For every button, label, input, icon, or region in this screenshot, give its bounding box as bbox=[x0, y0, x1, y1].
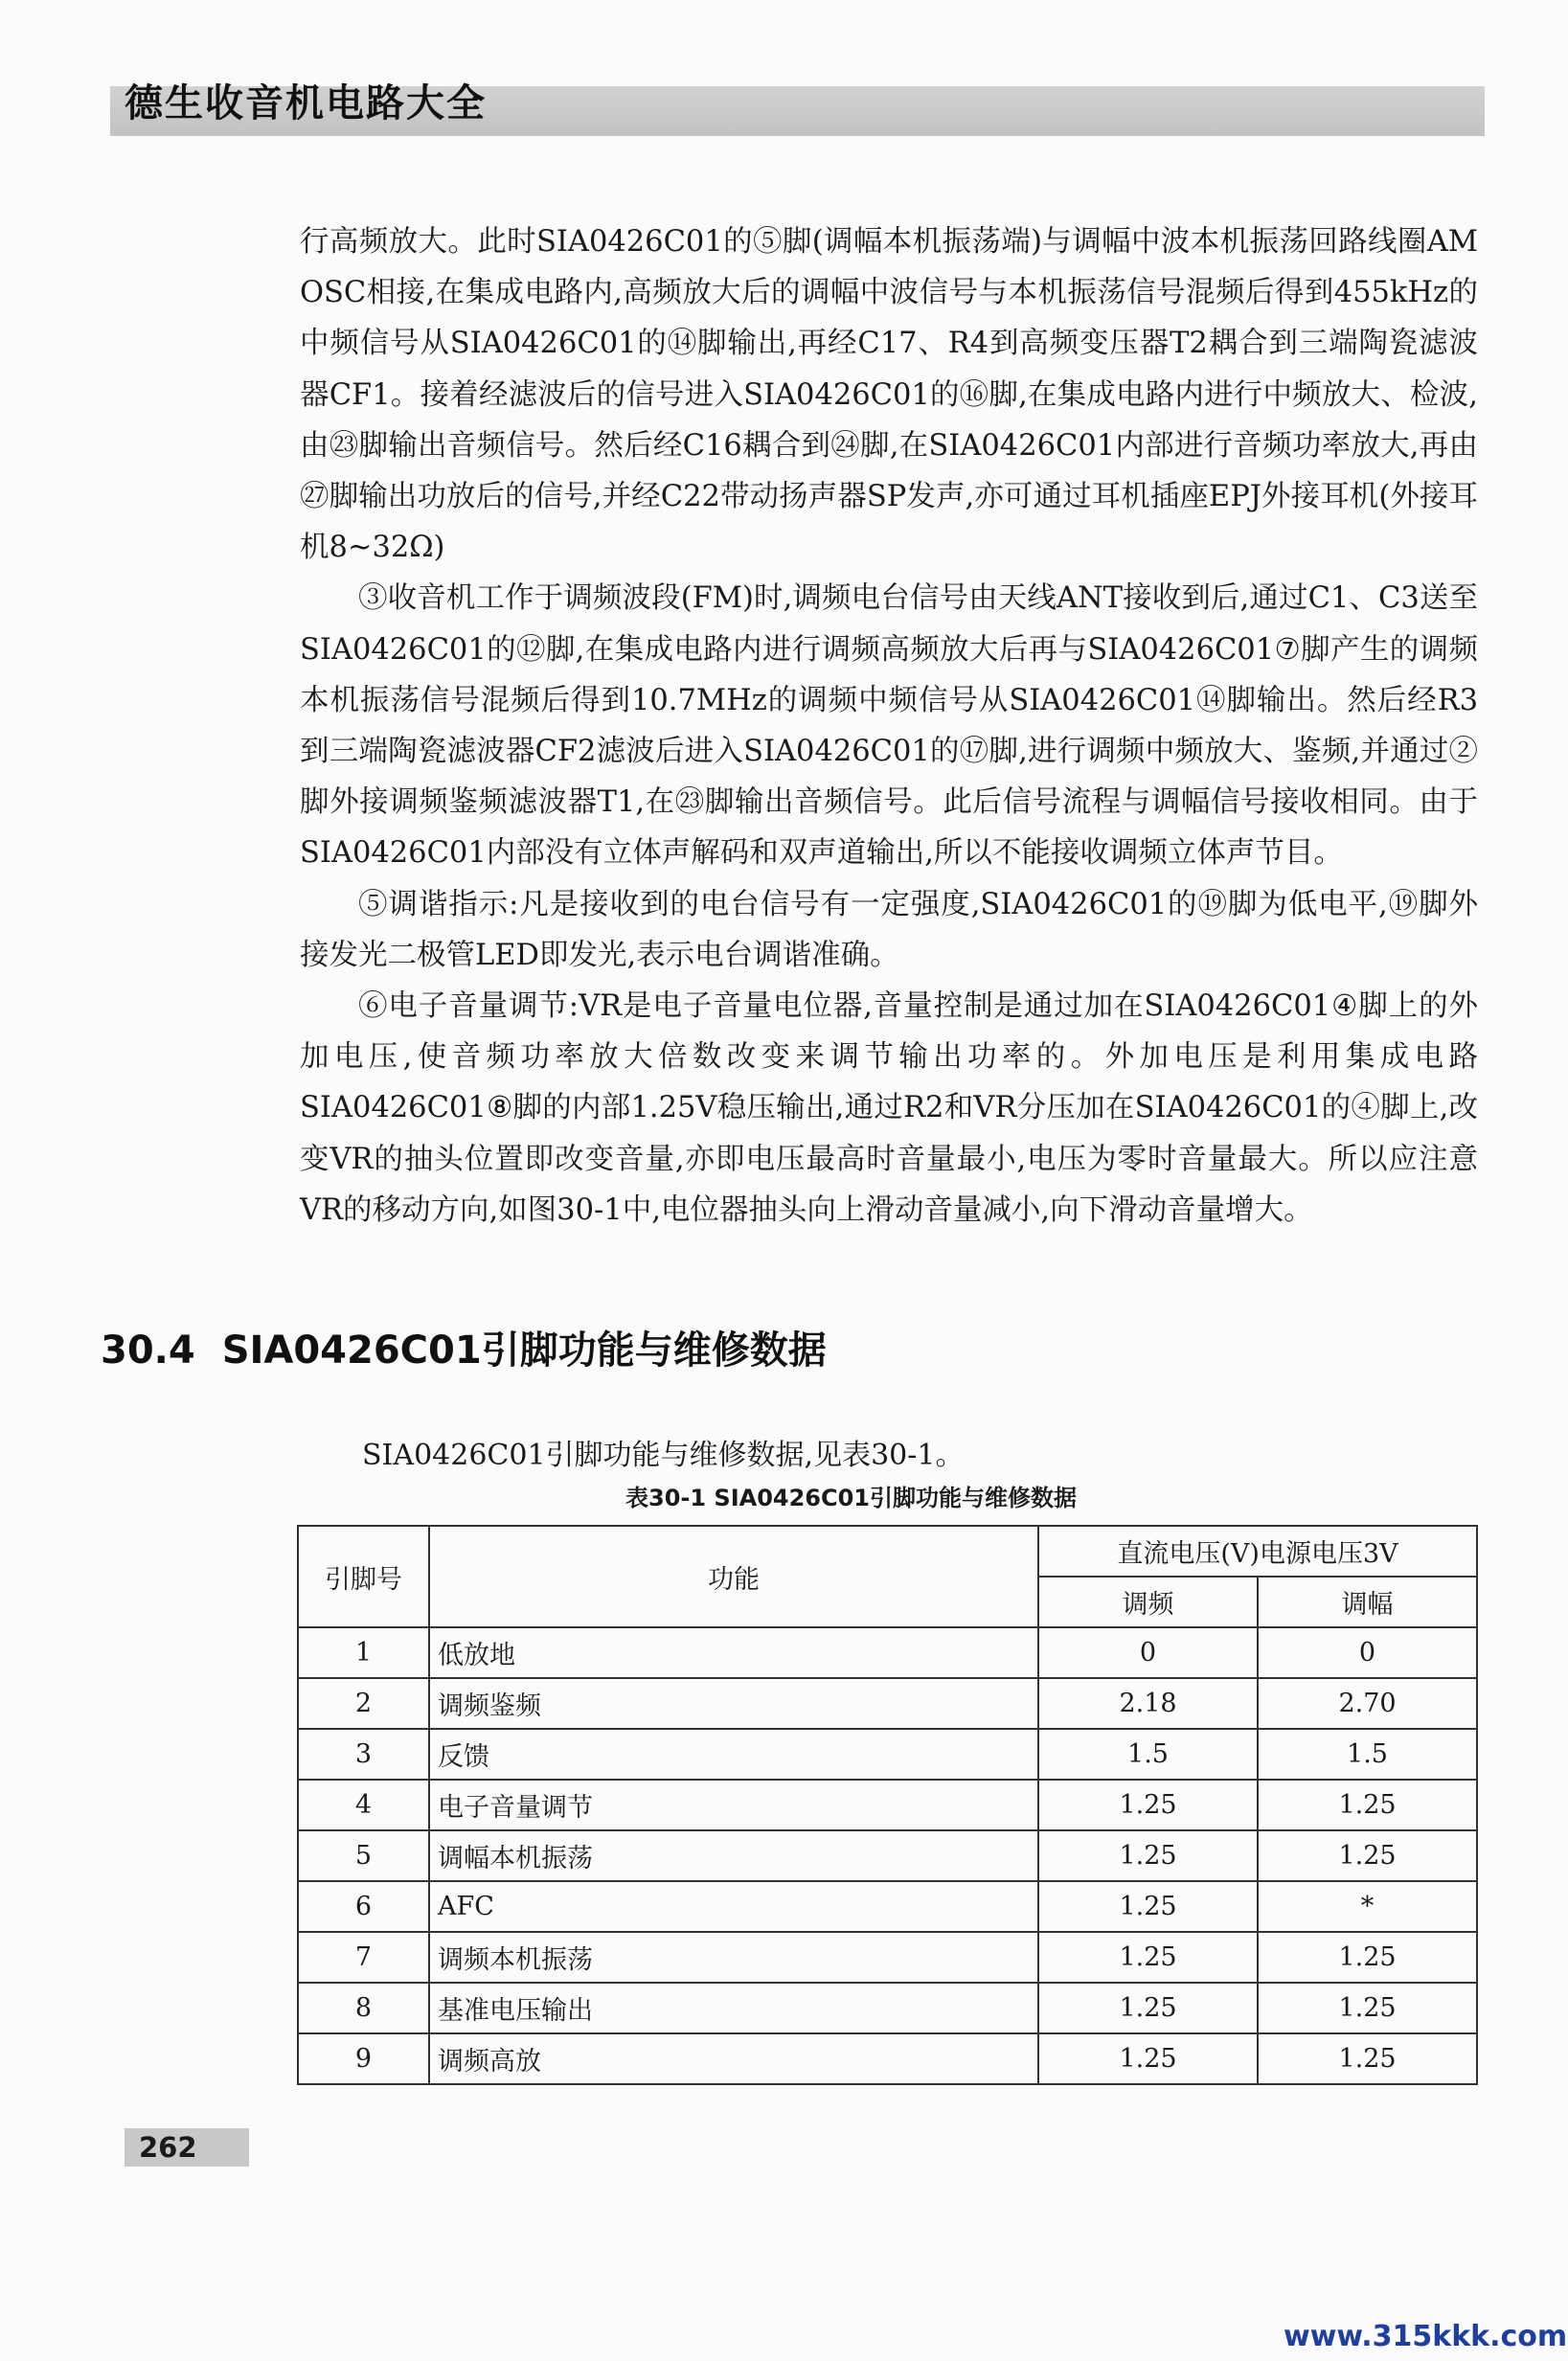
paragraph-tuning-indicator: ⑤调谐指示:凡是接收到的电台信号有一定强度,SIA0426C01的⑲脚为低电平,⑲脚外接发光二极管LED即发光,表示电台调谐准确。 bbox=[300, 887, 1478, 972]
cell-fm-voltage: 0 bbox=[1038, 1627, 1258, 1678]
cell-function: 调频高放 bbox=[429, 2033, 1038, 2084]
cell-function: 调频鉴频 bbox=[429, 1678, 1038, 1729]
cell-pin: 7 bbox=[298, 1932, 429, 1983]
table-caption: 表30-1 SIA0426C01引脚功能与维修数据 bbox=[625, 1485, 1078, 1511]
cell-am-voltage: 1.25 bbox=[1258, 1932, 1477, 1983]
cell-am-voltage: 1.25 bbox=[1258, 2033, 1477, 2084]
cell-am-voltage: 1.25 bbox=[1258, 1780, 1477, 1830]
table-row bbox=[298, 1881, 1477, 1932]
cell-pin: 2 bbox=[298, 1678, 429, 1729]
cell-function: 电子音量调节 bbox=[429, 1780, 1038, 1830]
table-intro: SIA0426C01引脚功能与维修数据,见表30-1。 bbox=[362, 1439, 965, 1472]
cell-pin: 3 bbox=[298, 1729, 429, 1780]
cell-am-voltage: 2.70 bbox=[1258, 1678, 1477, 1729]
cell-am-voltage: 1.25 bbox=[1258, 1983, 1477, 2033]
cell-fm-voltage: 1.25 bbox=[1038, 1780, 1258, 1830]
cell-function: 低放地 bbox=[429, 1627, 1038, 1678]
table-row bbox=[298, 1678, 1477, 1729]
section-heading bbox=[101, 1320, 827, 1374]
cell-function: 基准电压输出 bbox=[429, 1983, 1038, 2033]
cell-pin: 4 bbox=[298, 1780, 429, 1830]
cell-fm-voltage: 1.25 bbox=[1038, 1881, 1258, 1932]
table-row bbox=[298, 1729, 1477, 1780]
header-am: 调幅 bbox=[1258, 1577, 1477, 1627]
table-row bbox=[298, 1830, 1477, 1881]
cell-am-voltage: * bbox=[1258, 1881, 1477, 1932]
body-text bbox=[300, 216, 1478, 1236]
cell-fm-voltage: 2.18 bbox=[1038, 1678, 1258, 1729]
cell-am-voltage: 1.5 bbox=[1258, 1729, 1477, 1780]
cell-pin: 5 bbox=[298, 1830, 429, 1881]
table-row bbox=[298, 2033, 1477, 2084]
header-voltage-group: 直流电压(V)电源电压3V bbox=[1038, 1526, 1477, 1577]
table-row bbox=[298, 1627, 1477, 1678]
cell-fm-voltage: 1.25 bbox=[1038, 1932, 1258, 1983]
cell-fm-voltage: 1.5 bbox=[1038, 1729, 1258, 1780]
paragraph-volume-control: ⑥电子音量调节:VR是电子音量电位器,音量控制是通过加在SIA0426C01④脚上的外加电压,使音频功率放大倍数改变来调节输出功率的。外加电压是利用集成电路SIA0426C01⑧脚的内部1.25V稳压输出,通过R2和VR分压加在SIA0426C01的④脚上,改变VR的抽头位置即改变音量,亦即电压最高时音量最小,电压为零时音量最大。所以应注意VR的移动方向,如图30-1中,电位器抽头向上滑动音量减小,向下滑动音量增大。 bbox=[300, 989, 1478, 1227]
section-number: 30.4 bbox=[101, 1328, 195, 1373]
cell-function: 调频本机振荡 bbox=[429, 1932, 1038, 1983]
site-watermark: www.315kkk.com bbox=[1284, 2320, 1568, 2353]
header-pin: 引脚号 bbox=[298, 1526, 429, 1627]
cell-fm-voltage: 1.25 bbox=[1038, 2033, 1258, 2084]
cell-fm-voltage: 1.25 bbox=[1038, 1830, 1258, 1881]
cell-pin: 1 bbox=[298, 1627, 429, 1678]
cell-function: AFC bbox=[429, 1881, 1038, 1932]
cell-function: 调幅本机振荡 bbox=[429, 1830, 1038, 1881]
table-row bbox=[298, 1983, 1477, 2033]
page-number: 262 bbox=[125, 2128, 249, 2167]
cell-fm-voltage: 1.25 bbox=[1038, 1983, 1258, 2033]
section-title: SIA0426C01引脚功能与维修数据 bbox=[221, 1328, 827, 1373]
cell-am-voltage: 1.25 bbox=[1258, 1830, 1477, 1881]
header-fm: 调频 bbox=[1038, 1577, 1258, 1627]
paragraph-am-signal: 行高频放大。此时SIA0426C01的⑤脚(调幅本机振荡端)与调幅中波本机振荡回路线圈AM OSC相接,在集成电路内,高频放大后的调幅中波信号与本机振荡信号混频后得到455kHz的中频信号从SIA0426C01的⑭脚输出,再经C17、R4到高频变压器T2耦合到三端陶瓷滤波器CF1。接着经滤波后的信号进入SIA0426C01的⑯脚,在集成电路内进行中频放大、检波,由㉓脚输出音频信号。然后经C16耦合到㉔脚,在SIA0426C01内部进行音频功率放大,再由㉗脚输出功放后的信号,并经C22带动扬声器SP发声,亦可通过耳机插座EPJ外接耳机(外接耳机8~32Ω) bbox=[300, 225, 1478, 565]
table-row bbox=[298, 1932, 1477, 1983]
cell-function: 反馈 bbox=[429, 1729, 1038, 1780]
cell-pin: 6 bbox=[298, 1881, 429, 1932]
pin-function-table bbox=[297, 1525, 1478, 2085]
cell-am-voltage: 0 bbox=[1258, 1627, 1477, 1678]
cell-pin: 9 bbox=[298, 2033, 429, 2084]
cell-pin: 8 bbox=[298, 1983, 429, 2033]
book-title: 德生收音机电路大全 bbox=[125, 81, 487, 125]
paragraph-fm-signal: ③收音机工作于调频波段(FM)时,调频电台信号由天线ANT接收到后,通过C1、C3送至SIA0426C01的⑫脚,在集成电路内进行调频高频放大后再与SIA0426C01⑦脚产生的调频本机振荡信号混频后得到10.7MHz的调频中频信号从SIA0426C01⑭脚输出。然后经R3到三端陶瓷滤波器CF2滤波后进入SIA0426C01的⑰脚,进行调频中频放大、鉴频,并通过②脚外接调频鉴频滤波器T1,在㉓脚输出音频信号。此后信号流程与调幅信号接收相同。由于SIA0426C01内部没有立体声解码和双声道输出,所以不能接收调频立体声节目。 bbox=[300, 581, 1478, 871]
header-function: 功能 bbox=[429, 1526, 1038, 1627]
table-row bbox=[298, 1780, 1477, 1830]
